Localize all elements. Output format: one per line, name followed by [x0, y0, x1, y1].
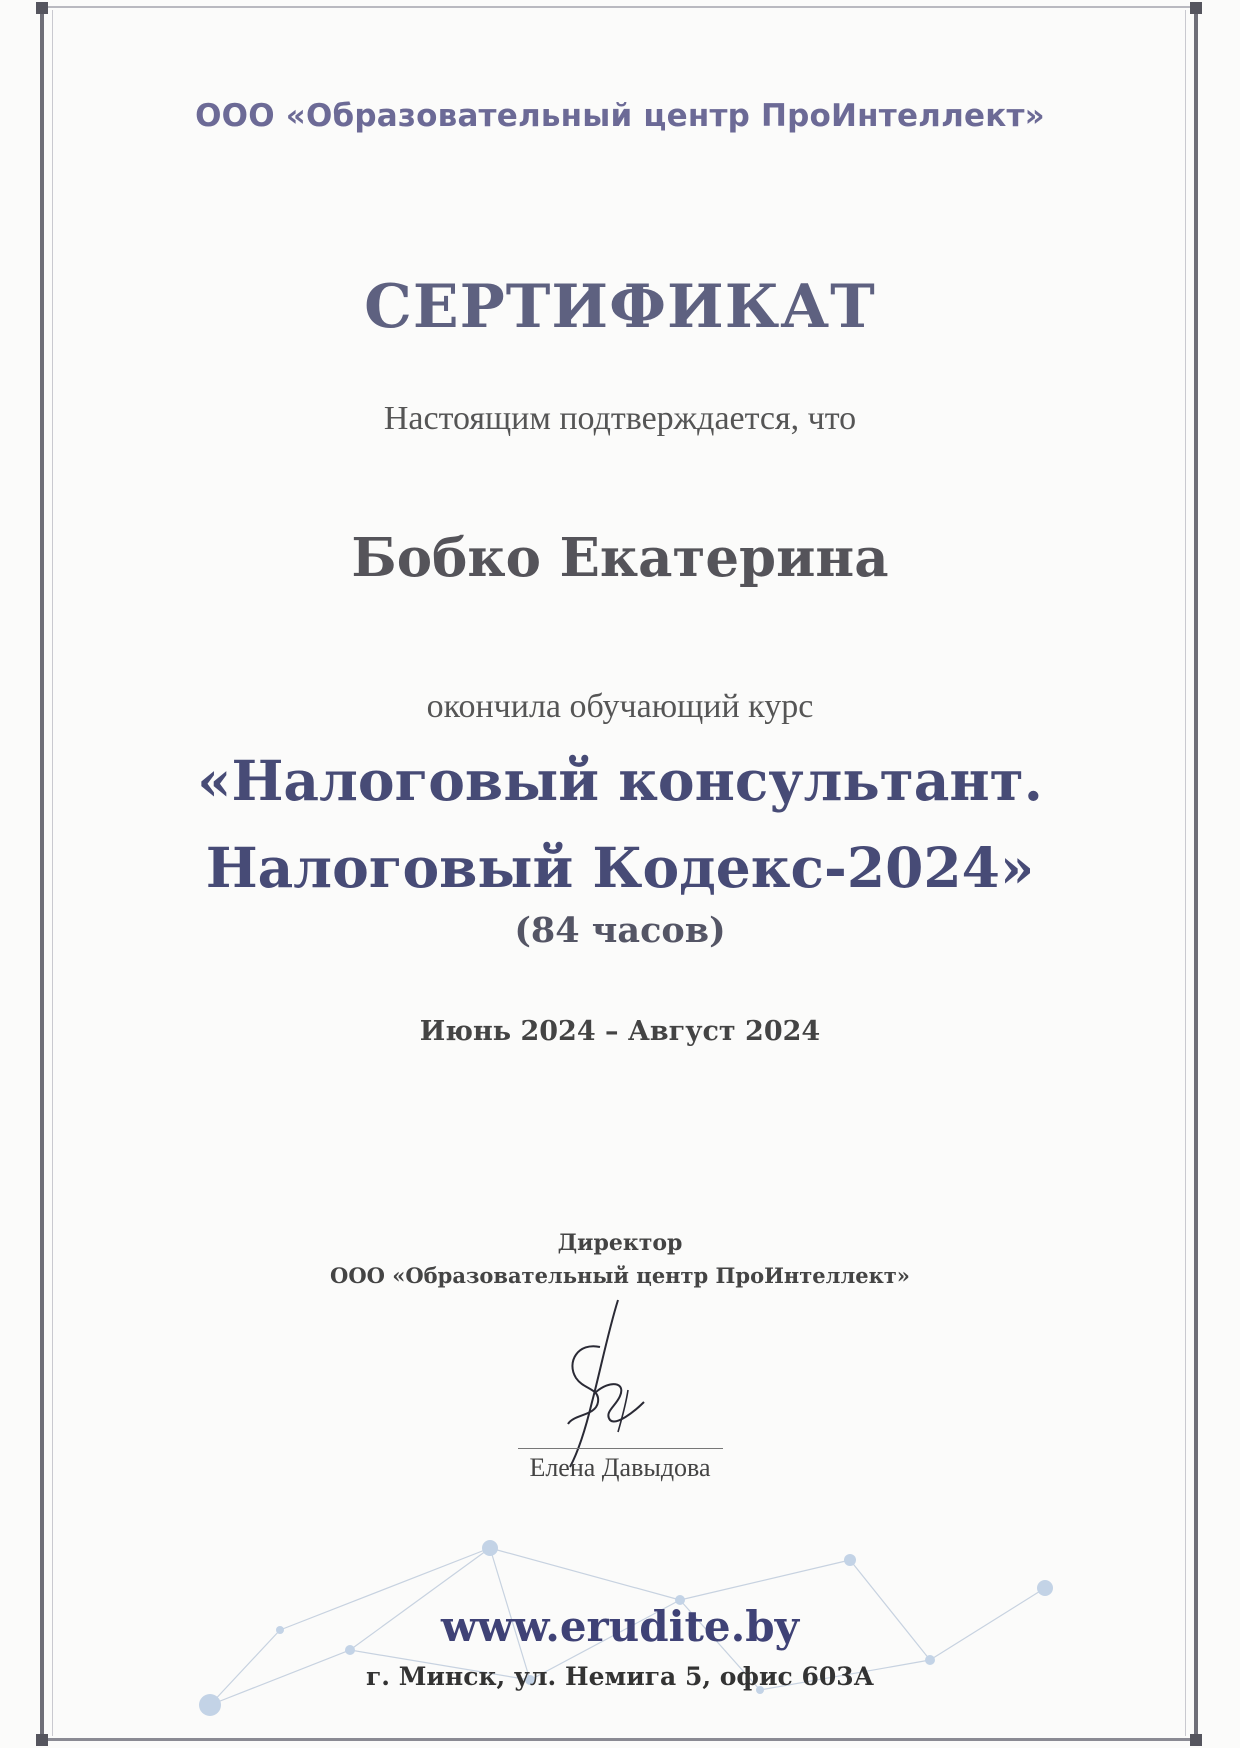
frame-corner-bottom-right: [1190, 1734, 1202, 1746]
frame-corner-top-right: [1190, 2, 1202, 14]
certificate-title: СЕРТИФИКАТ: [364, 272, 876, 342]
course-hours: (84 часов): [514, 910, 726, 951]
director-position: Директор: [557, 1230, 683, 1256]
website-link[interactable]: www.erudite.by: [440, 1602, 800, 1651]
signature-image: [548, 1292, 658, 1472]
frame-corner-top-left: [36, 2, 48, 14]
course-period: Июнь 2024 – Август 2024: [419, 1016, 821, 1047]
director-name: Елена Давыдова: [529, 1453, 711, 1482]
organization-header: ООО «Образовательный центр ПроИнтеллект»: [195, 98, 1045, 134]
director-organization: ООО «Образовательный центр ПроИнтеллект»: [330, 1263, 910, 1288]
course-title-line-1: «Налоговый консультант.: [197, 748, 1043, 813]
confirmation-text: Настоящим подтверждается, что: [383, 400, 857, 437]
course-title-line-2: Налоговый Кодекс-2024»: [205, 835, 1035, 900]
signature-line: [518, 1448, 723, 1449]
organization-address: г. Минск, ул. Немига 5, офис 603А: [365, 1662, 874, 1691]
frame-corner-bottom-left: [36, 1734, 48, 1746]
recipient-name: Бобко Екатерина: [351, 527, 889, 589]
completion-text: окончила обучающий курс: [426, 688, 814, 725]
